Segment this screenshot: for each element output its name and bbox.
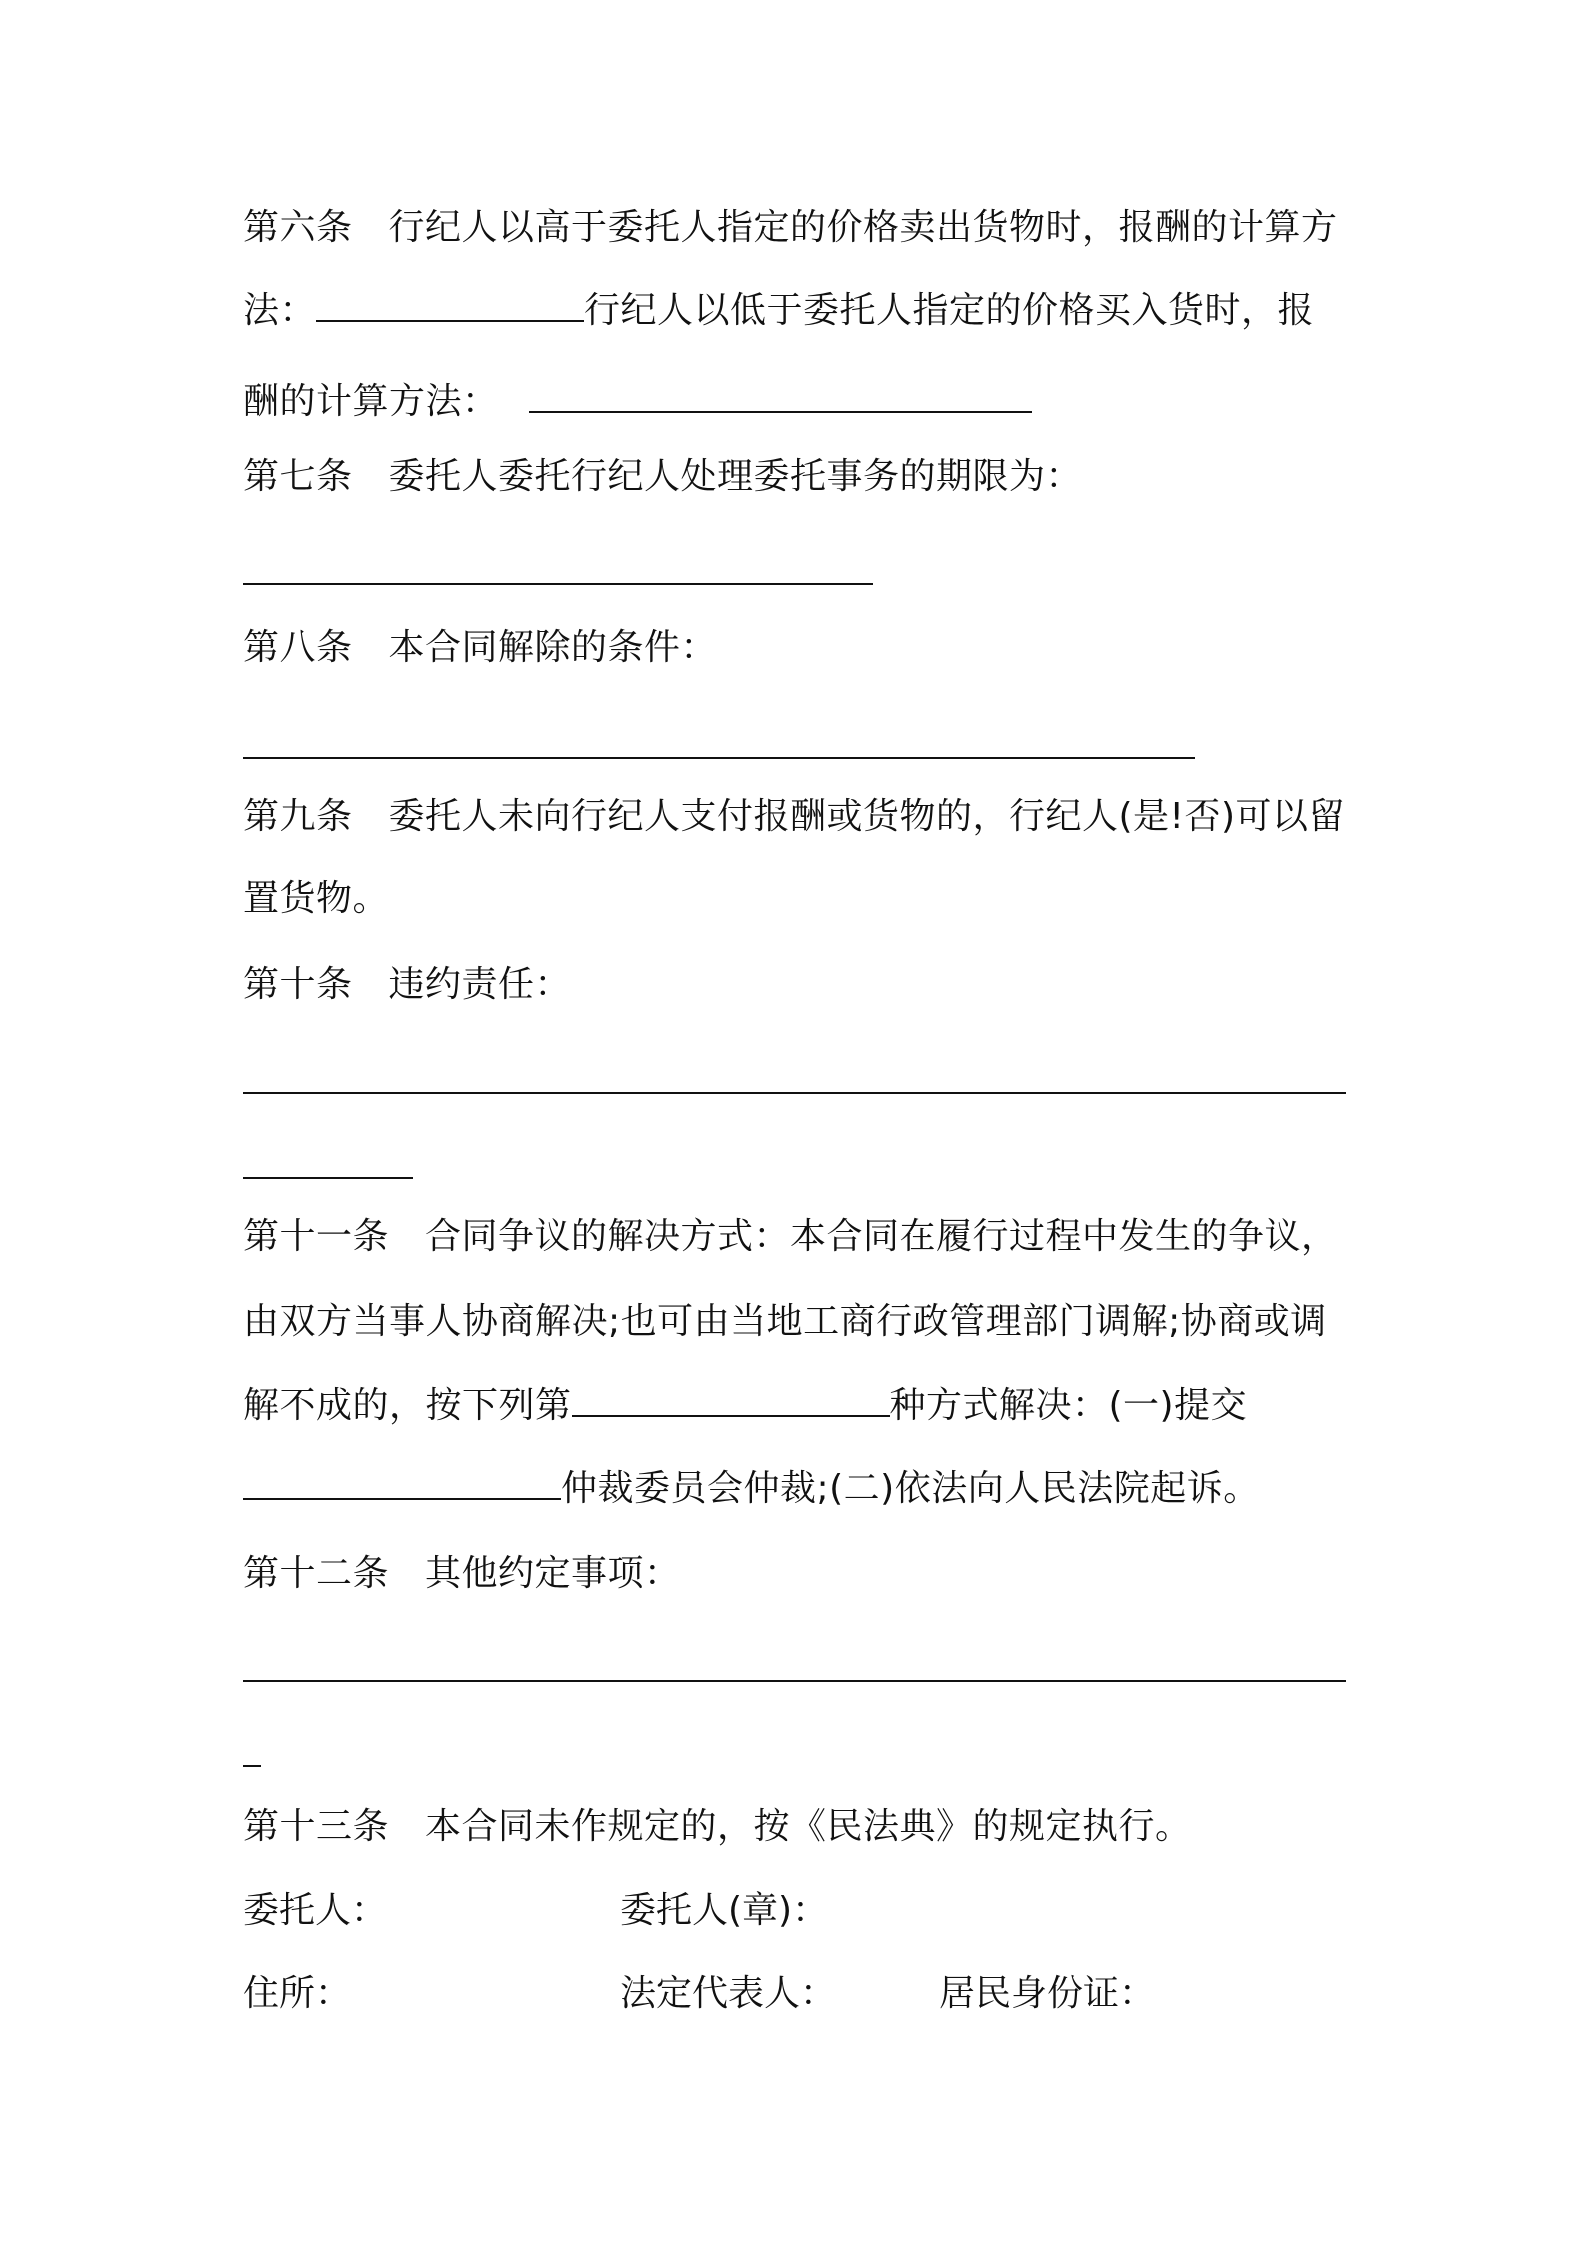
principal-seal-label: 委托人(章)： [620, 1890, 829, 1931]
article-12-line: 第十二条 其他约定事项： [243, 1553, 681, 1594]
article-9-label: 第九条 [243, 796, 353, 837]
entrust-term-blank[interactable] [243, 583, 873, 585]
article-11-line-3: 解不成的，按下列第 种方式解决：(一)提交 [243, 1385, 1248, 1426]
article-10-label: 第十条 [243, 964, 353, 1005]
breach-liability-blank-2[interactable] [243, 1177, 413, 1179]
article-9-line-1: 第九条 委托人未向行纪人支付报酬或货物的，行纪人(是!否)可以留 [243, 796, 1346, 837]
article-10-line: 第十条 违约责任： [243, 964, 572, 1005]
sell-commission-blank[interactable] [316, 290, 584, 322]
article-11-line-2: 由双方当事人协商解决;也可由当地工商行政管理部门调解;协商或调 [243, 1301, 1327, 1342]
article-6-line-2: 法： 行纪人以低于委托人指定的价格买入货时，报 [243, 290, 1315, 331]
other-matters-blank-2[interactable] [243, 1765, 261, 1767]
article-7-line: 第七条 委托人委托行纪人处理委托事务的期限为： [243, 456, 1083, 497]
other-matters-blank-1[interactable] [243, 1680, 1346, 1682]
breach-liability-blank-1[interactable] [243, 1092, 1346, 1094]
article-11-label: 第十一条 [243, 1216, 390, 1257]
principal-label: 委托人： [243, 1890, 388, 1931]
resident-id-label: 居民身份证： [939, 1973, 1156, 2014]
article-7-label: 第七条 [243, 456, 353, 497]
arbitration-commission-blank[interactable] [243, 1468, 561, 1500]
article-6-label: 第六条 [243, 207, 353, 248]
article-8-label: 第八条 [243, 627, 353, 668]
legal-representative-label: 法定代表人： [620, 1973, 837, 2014]
dispute-method-number-blank[interactable] [572, 1385, 890, 1417]
buy-commission-blank[interactable] [529, 381, 1032, 413]
address-label: 住所： [243, 1973, 352, 2014]
article-11-line-4: 仲裁委员会仲裁;(二)依法向人民法院起诉。 [243, 1467, 1260, 1511]
article-8-line: 第八条 本合同解除的条件： [243, 627, 718, 668]
termination-conditions-blank[interactable] [243, 757, 1195, 759]
article-13-line: 第十三条 本合同未作规定的，按《民法典》的规定执行。 [243, 1806, 1192, 1847]
article-13-label: 第十三条 [243, 1806, 390, 1847]
article-9-line-2: 置货物。 [243, 878, 390, 919]
article-6-line-3: 酬的计算方法： [243, 380, 1032, 424]
article-11-line-1: 第十一条 合同争议的解决方式：本合同在履行过程中发生的争议， [243, 1216, 1338, 1257]
article-12-label: 第十二条 [243, 1553, 390, 1594]
article-6-line-1: 第六条 行纪人以高于委托人指定的价格卖出货物时，报酬的计算方 [243, 207, 1338, 248]
